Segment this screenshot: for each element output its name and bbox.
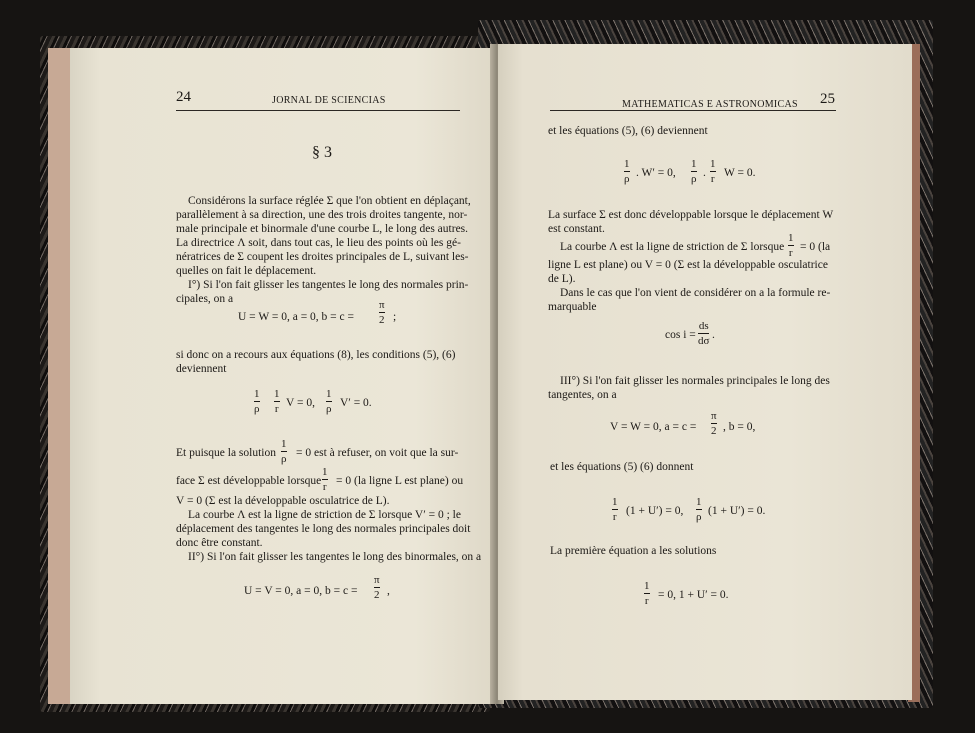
text-line: face Σ est développable lorsque <box>176 475 322 487</box>
fraction: ds dσ <box>698 320 710 347</box>
text-line: V = 0 (Σ est la développable osculatrice de L). <box>176 495 390 507</box>
text-line: III°) Si l'on fait glisser les normales principales le long des <box>560 375 830 387</box>
equation: (1 + U′) = 0, <box>626 505 684 517</box>
equation-end: , <box>387 585 390 597</box>
equation: , b = 0, <box>723 421 756 433</box>
text-line: male principale et binormale d'une courbe L, le long des autres. <box>176 223 469 235</box>
fraction: 1 ρ <box>254 388 260 415</box>
text-line: deviennent <box>176 363 227 375</box>
equation: U = W = 0, a = 0, b = c = <box>238 311 355 323</box>
page-number: 24 <box>176 89 191 105</box>
right-page <box>498 44 912 700</box>
running-head: MATHEMATICAS E ASTRONOMICAS <box>622 99 798 110</box>
text-line: Considérons la surface réglée Σ que l'on obtient en déplaçant, <box>188 195 471 207</box>
text-line: = 0 (la ligne L est plane) ou <box>336 475 464 487</box>
text-line: II°) Si l'on fait glisser les tangentes le long des binormales, on a <box>188 551 482 563</box>
fraction: π 2 <box>379 299 385 326</box>
running-head: JORNAL DE SCIENCIAS <box>272 95 386 106</box>
fraction: π 2 <box>711 410 717 437</box>
equation: cos i = <box>665 329 696 341</box>
fraction: 1 r <box>612 496 618 523</box>
equation: V = 0, <box>286 397 315 409</box>
text-line: nératrices de Σ coupent les droites principales de L, suivant les- <box>176 251 469 263</box>
fraction: π 2 <box>374 574 380 601</box>
fraction: 1 r <box>788 232 794 259</box>
equation-end: . <box>712 329 715 341</box>
text-line: déplacement des tangentes le long des normales principales doit <box>176 523 471 535</box>
text-line: La surface Σ est donc développable lorsque le déplacement W <box>548 209 834 221</box>
text-line: marquable <box>548 301 597 313</box>
fraction: 1 ρ <box>624 158 630 185</box>
fraction: 1 r <box>710 158 716 185</box>
text-line: tangentes, on a <box>548 389 617 401</box>
equation: V = W = 0, a = c = <box>610 421 697 433</box>
text-line: La courbe Λ est la ligne de striction de Σ lorsque <box>560 241 785 253</box>
text-line: quelles on fait le déplacement. <box>176 265 317 277</box>
equation: = 0, 1 + U′ = 0. <box>658 589 729 601</box>
text-line: donc être constant. <box>176 537 263 549</box>
text-line: ligne L est plane) ou V = 0 (Σ est la développable osculatrice <box>548 259 828 271</box>
page-number: 25 <box>820 91 835 107</box>
equation-end: ; <box>393 311 397 323</box>
header-rule <box>176 110 460 111</box>
fraction: 1 r <box>644 580 650 607</box>
equation: W = 0. <box>724 167 756 179</box>
equation: V′ = 0. <box>340 397 372 409</box>
fraction: 1 r <box>274 388 280 415</box>
fraction: 1 ρ <box>691 158 697 185</box>
text-line: et les équations (5) (6) donnent <box>550 461 694 473</box>
text-line: est constant. <box>548 223 605 235</box>
text-line: de L). <box>548 273 576 285</box>
left-page <box>70 48 502 704</box>
fraction: 1 ρ <box>281 438 287 465</box>
text-line: = 0 est à refuser, on voit que la sur- <box>296 447 459 459</box>
text-line: La première équation a les solutions <box>550 545 717 557</box>
text-line: Dans le cas que l'on vient de considérer on a la formule re- <box>560 287 831 299</box>
fraction: 1 ρ <box>696 496 702 523</box>
operator: . <box>703 167 706 179</box>
equation: (1 + U′) = 0. <box>708 505 766 517</box>
text-line: si donc on a recours aux équations (8), les conditions (5), (6) <box>176 349 456 361</box>
text-line: et les équations (5), (6) deviennent <box>548 125 708 137</box>
fraction: 1 r <box>322 466 328 493</box>
text-line: parallèlement à sa direction, une des trois droites tangente, nor- <box>176 209 468 221</box>
equation: . W′ = 0, <box>636 167 676 179</box>
fraction: 1 ρ <box>326 388 332 415</box>
text-line: La courbe Λ est la ligne de striction de Σ lorsque V′ = 0 ; le <box>188 509 461 521</box>
text-line: La directrice Λ soit, dans tout cas, le lieu des points où les gé- <box>176 237 461 249</box>
equation: U = V = 0, a = 0, b = c = <box>244 585 358 597</box>
section-title: § 3 <box>312 144 332 161</box>
text-line: I°) Si l'on fait glisser les tangentes le long des normales prin- <box>188 279 469 291</box>
text-line: cipales, on a <box>176 293 234 305</box>
text-line: Et puisque la solution <box>176 447 276 459</box>
page-edge-left <box>48 48 72 704</box>
header-rule <box>550 110 836 111</box>
text-line: = 0 (la <box>800 241 831 253</box>
